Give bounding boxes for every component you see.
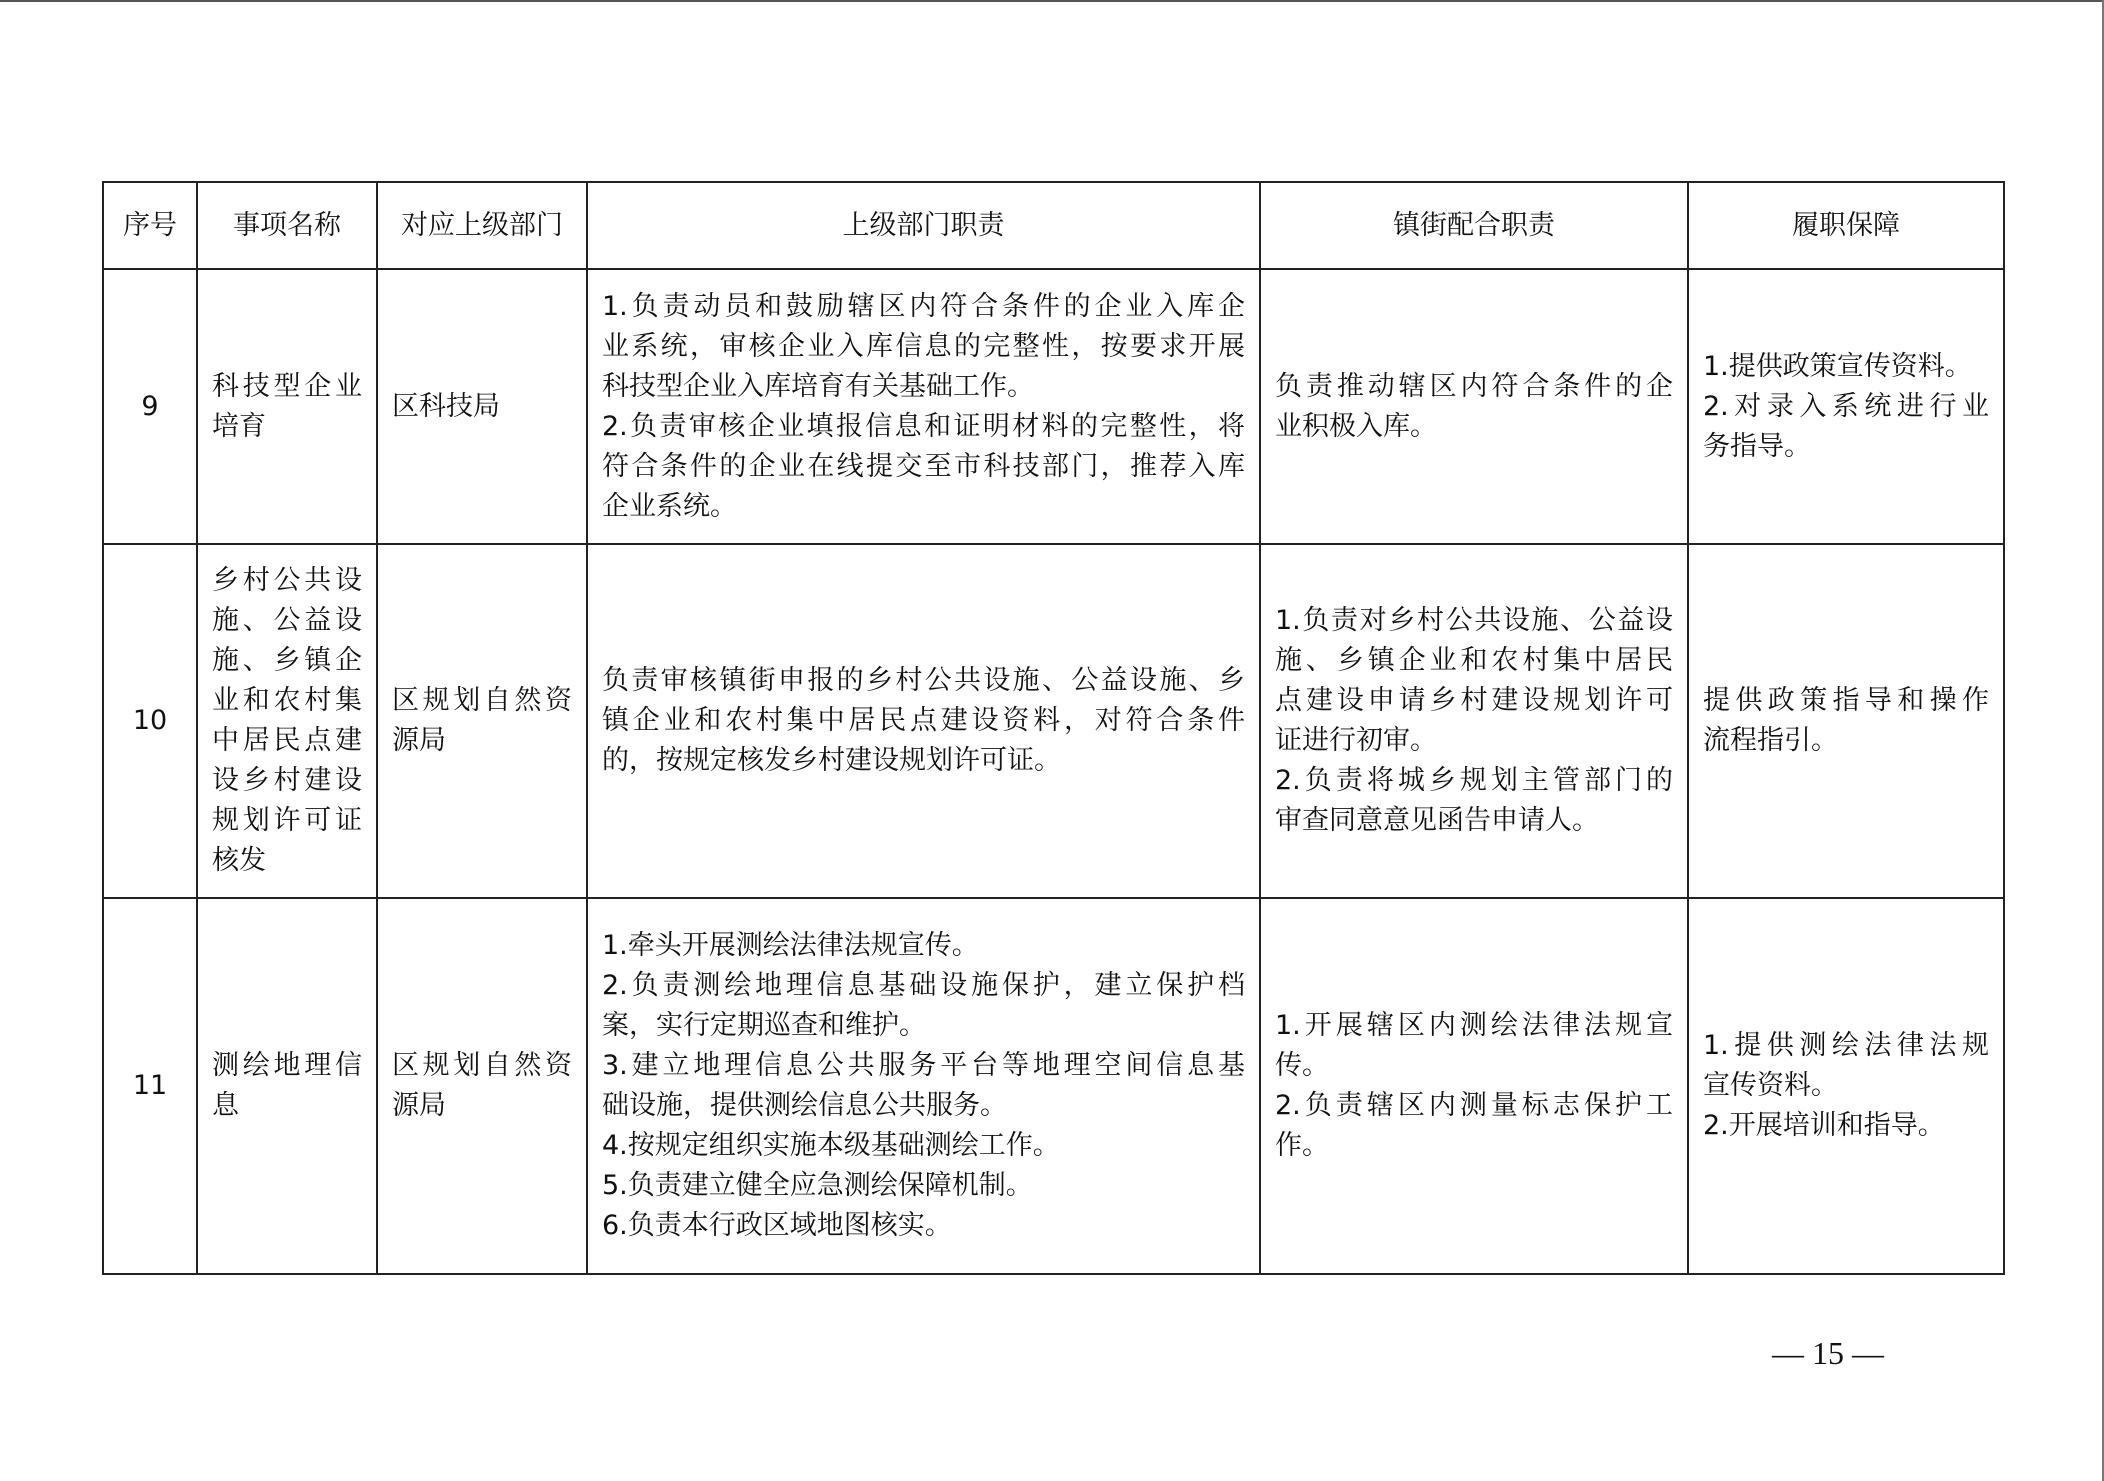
- text-line: 设乡村建设: [212, 765, 362, 796]
- text-line: 施、乡镇企业和农村集中居民: [1275, 645, 1673, 676]
- row-item-name: [197, 898, 377, 1274]
- text-line: 4.按规定组织实施本级基础测绘工作。: [602, 1130, 1060, 1161]
- text-line: 施、乡镇企: [212, 645, 362, 676]
- text-line: 2.负责将城乡规划主管部门的: [1275, 765, 1673, 796]
- table-header-row: [103, 182, 2004, 269]
- row-seq: 9: [103, 269, 197, 544]
- text-line: 息: [212, 1090, 239, 1121]
- header-guarantee: 履职保障: [1688, 182, 2004, 269]
- text-line: 1.提供政策宣传资料。: [1703, 350, 1972, 382]
- text-line: 的，按规定核发乡村建设规划许可证。: [602, 745, 1061, 776]
- table-row: [103, 269, 2004, 544]
- row-town-duty: [1260, 544, 1688, 898]
- row-seq: 11: [103, 898, 197, 1274]
- row-town-duty: [1260, 269, 1688, 544]
- row-town-duty: [1260, 898, 1688, 1274]
- text-line: 镇企业和农村集中居民点建设资料，对符合条件: [602, 705, 1245, 736]
- text-line: 2.负责辖区内测量标志保护工: [1275, 1090, 1673, 1121]
- row-guarantee: [1688, 269, 2004, 544]
- text-line: 2.负责测绘地理信息基础设施保护，建立保护档: [602, 970, 1245, 1001]
- text-line: 企业系统。: [602, 490, 737, 522]
- text-line: 符合条件的企业在线提交至市科技部门，推荐入库: [602, 450, 1245, 482]
- text-line: 1.提供测绘法律法规: [1703, 1030, 1989, 1061]
- text-line: 业积极入库。: [1275, 410, 1437, 442]
- page-edge-top: [0, 0, 2104, 2]
- text-line: 负责推动辖区内符合条件的企: [1275, 370, 1673, 402]
- text-line: 业和农村集: [212, 685, 362, 716]
- text-line: 科技型企业入库培育有关基础工作。: [602, 370, 1034, 402]
- text-line: 证进行初审。: [1275, 725, 1437, 756]
- text-line: 中居民点建: [212, 725, 362, 756]
- text-line: 培育: [212, 410, 266, 442]
- row-guarantee: [1688, 898, 2004, 1274]
- page-number: — 15 —: [1772, 1335, 1884, 1371]
- text-line: 1.牵头开展测绘法律法规宣传。: [602, 930, 979, 961]
- text-line: 3.建立地理信息公共服务平台等地理空间信息基: [602, 1050, 1245, 1081]
- header-superior-dept: 对应上级部门: [377, 182, 587, 269]
- text-line: 负责审核镇街申报的乡村公共设施、公益设施、乡: [602, 665, 1245, 696]
- header-town-duty: 镇街配合职责: [1260, 182, 1688, 269]
- text-line: 源局: [392, 1090, 446, 1121]
- text-line: 1.负责对乡村公共设施、公益设: [1275, 605, 1673, 636]
- text-line: 案，实行定期巡查和维护。: [602, 1010, 926, 1041]
- text-line: 作。: [1275, 1130, 1329, 1161]
- text-line: 区规划自然资: [392, 685, 572, 716]
- text-line: 业系统，审核企业入库信息的完整性，按要求开展: [602, 330, 1245, 362]
- text-line: 5.负责建立健全应急测绘保障机制。: [602, 1170, 1033, 1201]
- duty-table: [102, 181, 2005, 1275]
- text-line: 提供政策指导和操作: [1703, 685, 1989, 716]
- text-line: 2.对录入系统进行业: [1703, 390, 1989, 422]
- text-line: 1.开展辖区内测绘法律法规宣: [1275, 1010, 1673, 1041]
- text-line: 区规划自然资: [392, 1050, 572, 1081]
- header-superior-duty: 上级部门职责: [587, 182, 1260, 269]
- text-line: 测绘地理信: [212, 1050, 362, 1081]
- text-line: 础设施，提供测绘信息公共服务。: [602, 1090, 1007, 1121]
- row-superior-dept: [377, 544, 587, 898]
- row-superior-duty: [587, 269, 1260, 544]
- text-line: 1.负责动员和鼓励辖区内符合条件的企业入库企: [602, 290, 1245, 322]
- row-superior-duty: [587, 898, 1260, 1274]
- text-line: 6.负责本行政区域地图核实。: [602, 1210, 952, 1241]
- row-item-name: [197, 544, 377, 898]
- text-line: 科技型企业: [212, 370, 362, 402]
- text-line: 施、公益设: [212, 605, 362, 636]
- text-line: 2.负责审核企业填报信息和证明材料的完整性，将: [602, 410, 1245, 442]
- header-item-name: 事项名称: [197, 182, 377, 269]
- text-line: 源局: [392, 725, 446, 756]
- text-line: 流程指引。: [1703, 725, 1838, 756]
- text-line: 传。: [1275, 1050, 1329, 1081]
- text-line: 规划许可证: [212, 805, 362, 836]
- text-line: 区科技局: [392, 390, 500, 422]
- table-row: [103, 898, 2004, 1274]
- text-line: 核发: [212, 845, 266, 876]
- row-seq: 10: [103, 544, 197, 898]
- row-guarantee: [1688, 544, 2004, 898]
- row-superior-duty: [587, 544, 1260, 898]
- text-line: 务指导。: [1703, 430, 1811, 462]
- text-line: 2.开展培训和指导。: [1703, 1110, 1945, 1141]
- row-superior-dept: [377, 898, 587, 1274]
- row-item-name: [197, 269, 377, 544]
- table-row: [103, 544, 2004, 898]
- header-seq: 序号: [103, 182, 197, 269]
- text-line: 乡村公共设: [212, 565, 362, 596]
- text-line: 审查同意意见函告申请人。: [1275, 805, 1599, 836]
- text-line: 点建设申请乡村建设规划许可: [1275, 685, 1673, 716]
- row-superior-dept: [377, 269, 587, 544]
- text-line: 宣传资料。: [1703, 1070, 1838, 1101]
